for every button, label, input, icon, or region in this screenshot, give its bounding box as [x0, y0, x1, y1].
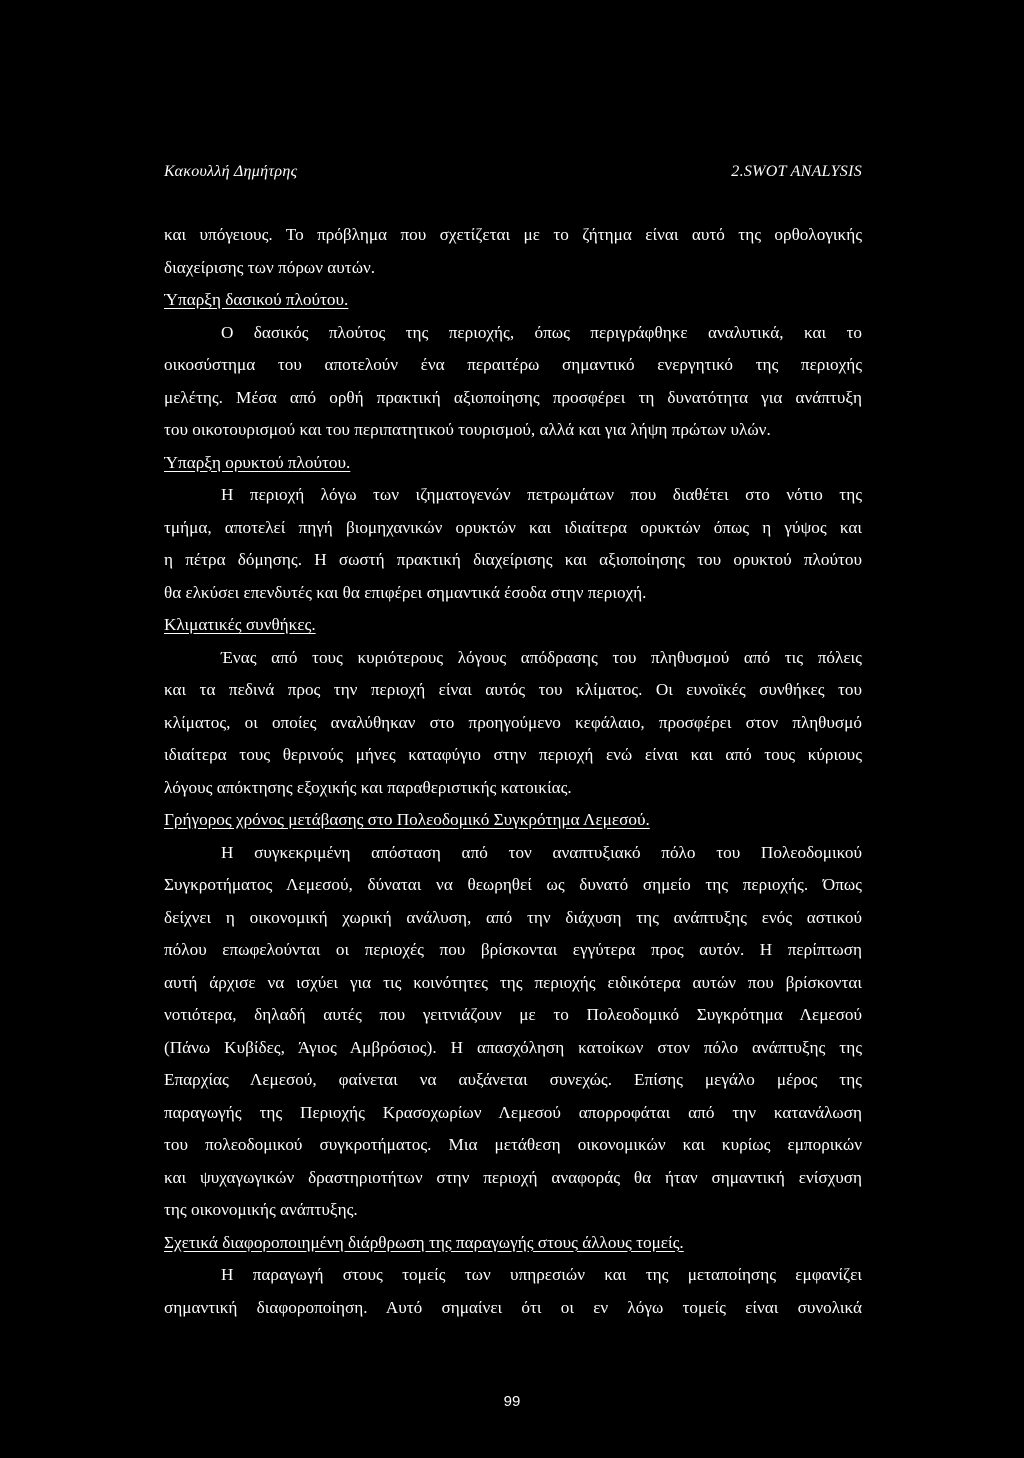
text-line: και τα πεδινά προς την περιοχή είναι αυτός του κλίματος. Οι ευνοϊκές συνθήκες του — [164, 680, 862, 699]
subheading-mineral-wealth: Ύπαρξη ορυκτού πλούτου. — [164, 452, 351, 472]
text-line: Η περιοχή λόγω των ιζηματογενών πετρωμάτων που διαθέτει στο νότιο της — [221, 485, 862, 504]
text-line: κλίματος, οι οποίες αναλύθηκαν στο προηγούμενο κεφάλαιο, προσφέρει στον πληθυσμό — [164, 712, 862, 732]
text-line: αυτή άρχισε να ισχύει για τις κοινότητες της περιοχής ειδικότερα αυτών που βρίσκονται — [164, 972, 862, 992]
text-line: Ένας από τους κυριότερους λόγους απόδρασης του πληθυσμού από τις πόλεις — [221, 647, 862, 667]
subheading-production-diversification: Σχετικά διαφοροποιημένη διάρθρωση της παραγωγής στους άλλους τομείς. — [164, 1232, 684, 1252]
subheading-transit-time: Γρήγορος χρόνος μετάβασης στο Πολεοδομικό Συγκρότημα Λεμεσού. — [164, 810, 650, 829]
text-line: Η παραγωγή στους τομείς των υπηρεσιών και της μεταποίησης εμφανίζει — [221, 1265, 862, 1284]
text-line: οικοσύστημα του αποτελούν ένα περαιτέρω σημαντικό ενεργητικό της περιοχής — [164, 355, 862, 374]
text-line: η πέτρα δόμησης. Η σωστή πρακτική διαχείρισης και αξιοποίησης του ορυκτού πλούτου — [164, 550, 862, 569]
text-line: και ψυχαγωγικών δραστηριοτήτων στην περιοχή αναφοράς θα ήταν σημαντική ενίσχυση — [164, 1167, 862, 1187]
text-line: Επαρχίας Λεμεσού, φαίνεται να αυξάνεται συνεχώς. Επίσης μεγάλο μέρος της — [164, 1070, 862, 1089]
text-line: Ο δασικός πλούτος της περιοχής, όπως περιγράφθηκε αναλυτικά, και το — [221, 322, 862, 342]
header-author: Κακουλλή Δημήτρης — [164, 163, 298, 180]
text-line: Συγκροτήματος Λεμεσού, δύναται να θεωρηθεί ως δυνατό σημείο της περιοχής. Όπως — [164, 875, 862, 894]
text-line: του πολεοδομικού συγκροτήματος. Μια μετάθεση οικονομικών και κυρίως εμπορικών — [164, 1135, 862, 1154]
page-number: 99 — [503, 1393, 521, 1410]
subheading-forest-wealth: Ύπαρξη δασικού πλούτου. — [164, 290, 349, 309]
header-section-title: 2.SWOT ANALYSIS — [731, 163, 862, 180]
text-line: του οικοτουρισμού και του περιπατητικού τουρισμού, αλλά και για λήψη πρώτων υλών. — [164, 420, 771, 439]
text-line: πόλου επωφελούνται οι περιοχές που βρίσκονται εγγύτερα προς αυτόν. Η περίπτωση — [164, 940, 862, 959]
text-line: μελέτης. Μέσα από ορθή πρακτική αξιοποίησης προσφέρει τη δυνατότητα για ανάπτυξη — [164, 387, 862, 407]
text-line: νοτιότερα, δηλαδή αυτές που γειτνιάζουν με το Πολεοδομικό Συγκρότημα Λεμεσού — [164, 1005, 862, 1024]
text-line: παραγωγής της Περιοχής Κρασοχωρίων Λεμεσού απορροφάται από την κατανάλωση — [164, 1102, 862, 1122]
text-line: ιδιαίτερα τους θερινούς μήνες καταφύγιο στην περιοχή ενώ είναι και από τους κύριους — [164, 745, 862, 764]
text-line: θα ελκύσει επενδυτές και θα επιφέρει σημαντικά έσοδα στην περιοχή. — [164, 582, 647, 602]
running-header — [164, 163, 862, 187]
text-line: της οικονομικής ανάπτυξης. — [164, 1200, 358, 1219]
text-line: Η συγκεκριμένη απόσταση από τον αναπτυξιακό πόλο του Πολεοδομικού — [221, 842, 862, 862]
text-line: τμήμα, αποτελεί πηγή βιομηχανικών ορυκτών και ιδιαίτερα ορυκτών όπως η γύψος και — [164, 517, 862, 537]
subheading-climate: Κλιματικές συνθήκες. — [164, 615, 316, 634]
text-line: λόγους απόκτησης εξοχικής και παραθεριστικής κατοικίας. — [164, 777, 572, 797]
text-line: (Πάνω Κυβίδες, Άγιος Αμβρόσιος). Η απασχόληση κατοίκων στον πόλο ανάπτυξης της — [164, 1037, 862, 1057]
text-line: δείχνει η οικονομική χωρική ανάλυση, από την διάχυση της ανάπτυξης ενός αστικού — [164, 907, 862, 927]
text-line: σημαντική διαφοροποίηση. Αυτό σημαίνει ότι οι εν λόγω τομείς είναι συνολικά — [164, 1297, 862, 1317]
page-body — [164, 219, 862, 1324]
text-line: διαχείρισης των πόρων αυτών. — [164, 257, 376, 277]
text-line: και υπόγειους. Το πρόβλημα που σχετίζεται με το ζήτημα είναι αυτό της ορθολογικής — [164, 225, 862, 244]
